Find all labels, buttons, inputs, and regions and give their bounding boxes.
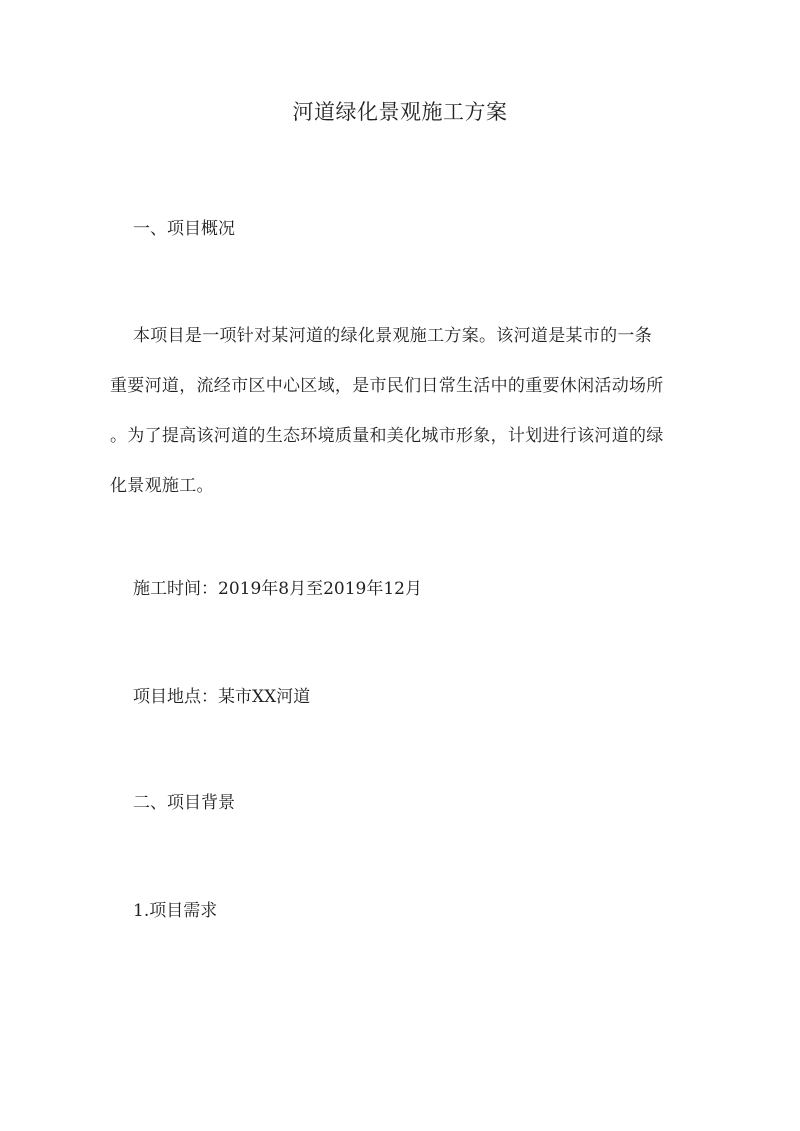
section-heading-overview: 一、项目概况	[133, 219, 235, 239]
construction-time: 施工时间：2019年8月至2019年12月	[133, 579, 422, 599]
paragraph-line: 。为了提高该河道的生态环境质量和美化城市形象，计划进行该河道的绿	[110, 426, 664, 446]
document-title: 河道绿化景观施工方案	[292, 100, 508, 124]
project-location: 项目地点：某市XX河道	[133, 687, 311, 707]
paragraph-line: 重要河道，流经市区中心区域，是市民们日常生活中的重要休闲活动场所	[110, 376, 664, 396]
section-heading-background: 二、项目背景	[133, 793, 235, 813]
paragraph-line: 化景观施工。	[110, 476, 214, 496]
subsection-heading-requirements: 1.项目需求	[133, 901, 218, 921]
paragraph-line: 本项目是一项针对某河道的绿化景观施工方案。该河道是某市的一条	[133, 326, 652, 346]
